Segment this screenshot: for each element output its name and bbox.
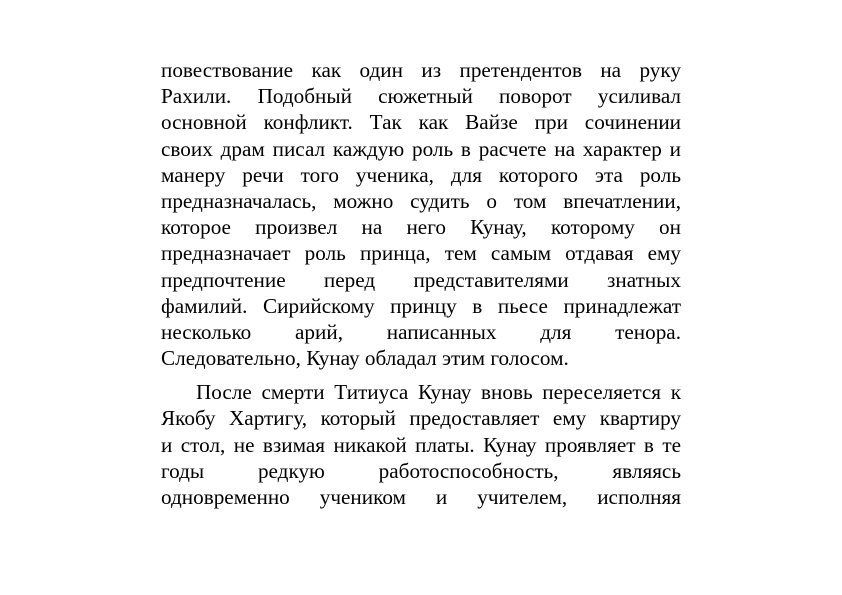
text-line: своих драм писал каждую роль в расчете на характер и [161,136,681,161]
body-text [161,57,681,510]
text-line: и стол, не взимая никакой платы. Кунау проявляет в те [161,432,681,457]
text-line: несколько арий, написанных для тенора. [161,319,681,344]
paragraph-1 [161,57,681,371]
text-line: предназначалась, можно судить о том впечатлении, [161,188,681,213]
text-line: основной конфликт. Так как Вайзе при сочинении [161,110,681,135]
text-line: Следовательно, Кунау обладал этим голосом. [161,346,569,371]
text-line: манеру речи того ученика, для которого эта роль [161,162,681,187]
paragraph-2 [161,379,681,510]
text-line: повествование как один из претендентов на руку [161,58,681,82]
text-line: фамилий. Сирийскому принцу в пьесе принадлежат [161,293,681,318]
text-line: предпочтение перед представителями знатных [161,267,681,292]
text-line: После смерти Титиуса Кунау вновь переселяется к [196,380,681,405]
text-line: Якобу Хартигу, который предоставляет ему квартиру [161,406,681,431]
text-line: одновременно учеником и учителем, исполняя [161,485,681,509]
text-line: предназначает роль принца, тем самым отдавая ему [161,241,681,266]
text-line: которое произвел на него Кунау, которому он [161,215,681,240]
paragraph-gap [161,371,681,379]
text-line: Рахили. Подобный сюжетный поворот усиливал [161,84,681,109]
text-line: годы редкую работоспособность, являясь [161,458,681,483]
